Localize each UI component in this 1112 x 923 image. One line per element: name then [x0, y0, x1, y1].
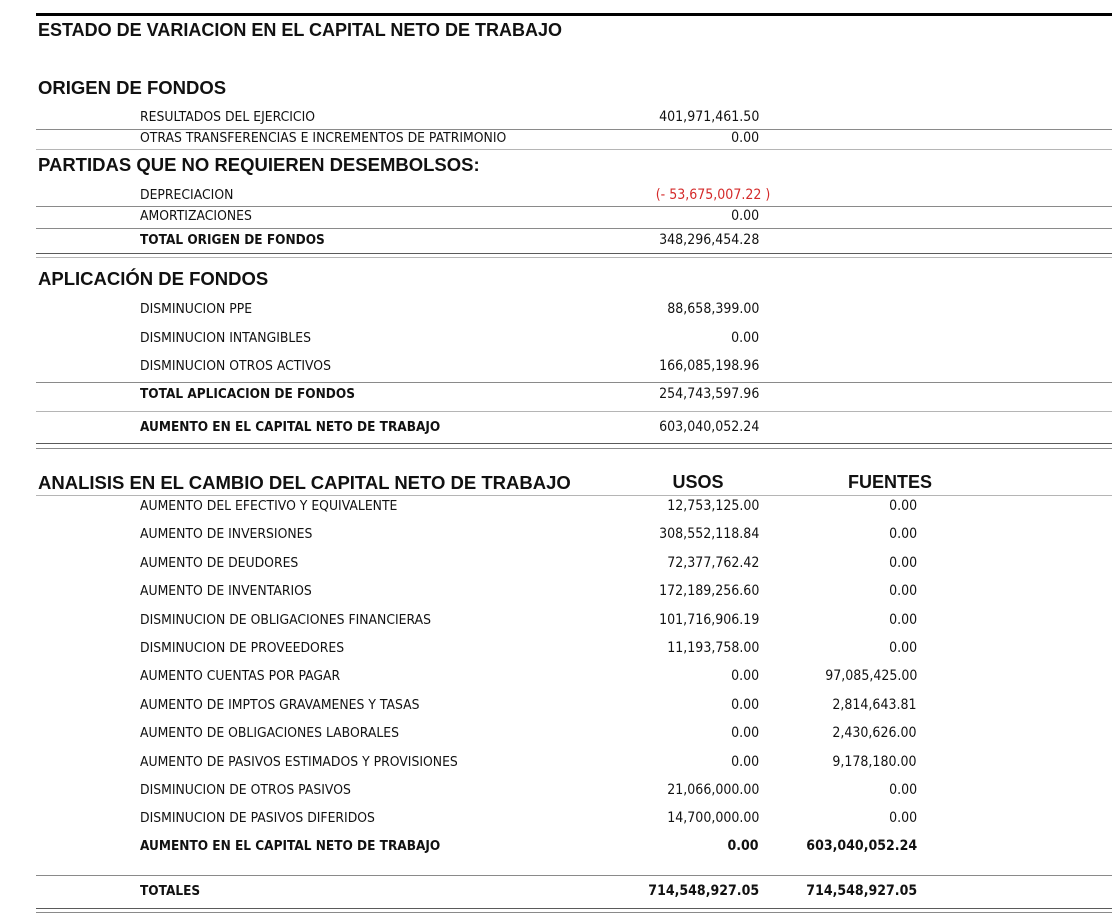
table-row-usos: 101,716,906.19 [658, 612, 759, 628]
table-row-label: AUMENTO DEL EFECTIVO Y EQUIVALENTE [140, 498, 398, 514]
table-row-fuentes: 2,430,626.00 [832, 725, 917, 741]
double-rule-bottom [36, 912, 1112, 913]
top-rule [36, 13, 1112, 16]
totales-label: TOTALES [140, 883, 201, 899]
divider [36, 382, 1112, 383]
aumento-label: AUMENTO EN EL CAPITAL NETO DE TRABAJO [140, 419, 441, 435]
double-rule-bottom [36, 448, 1112, 449]
aumento-fuentes: 603,040,052.24 [806, 838, 917, 854]
table-row-label: AUMENTO DE INVERSIONES [140, 526, 313, 542]
table-row-usos: 0.00 [730, 697, 759, 713]
table-row-usos: 72,377,762.42 [666, 555, 759, 571]
table-row-label: AUMENTO CUENTAS POR PAGAR [140, 668, 341, 684]
table-row-label: AUMENTO DE OBLIGACIONES LABORALES [140, 725, 400, 741]
row-value-negative: (- 53,675,007.22 ) [655, 187, 770, 203]
row-value: 0.00 [730, 130, 759, 146]
table-row-usos: 172,189,256.60 [658, 583, 759, 599]
table-row-fuentes: 9,178,180.00 [832, 754, 917, 770]
section-heading-origen: ORIGEN DE FONDOS [38, 77, 227, 98]
divider [36, 206, 1112, 207]
totales-usos: 714,548,927.05 [648, 883, 759, 899]
section-heading-aplicacion: APLICACIÓN DE FONDOS [38, 268, 269, 289]
row-label: RESULTADOS DEL EJERCICIO [140, 109, 316, 125]
double-rule-top [36, 253, 1112, 254]
total-label: TOTAL APLICACION DE FONDOS [140, 386, 355, 402]
table-row-label: AUMENTO DE INVENTARIOS [140, 583, 312, 599]
table-row-fuentes: 2,814,643.81 [832, 697, 917, 713]
table-row-usos: 0.00 [730, 754, 759, 770]
row-value: 0.00 [730, 330, 759, 346]
double-rule-top [36, 908, 1112, 909]
column-header-fuentes: FUENTES [847, 472, 932, 492]
section-heading-analisis: ANALISIS EN EL CAMBIO DEL CAPITAL NETO DE TRABAJO [38, 472, 571, 493]
row-label: AMORTIZACIONES [140, 208, 252, 224]
table-row-fuentes: 0.00 [888, 782, 917, 798]
table-row-usos: 14,700,000.00 [666, 810, 759, 826]
table-row-label: AUMENTO DE DEUDORES [140, 555, 299, 571]
table-row-label: AUMENTO DE PASIVOS ESTIMADOS Y PROVISIONES [140, 754, 458, 770]
table-row-label: DISMINUCION DE PROVEEDORES [140, 640, 345, 656]
divider [36, 495, 1112, 496]
table-row-usos: 12,753,125.00 [666, 498, 759, 514]
table-row-usos: 0.00 [730, 725, 759, 741]
table-row-fuentes: 0.00 [888, 498, 917, 514]
table-row-fuentes: 0.00 [888, 555, 917, 571]
table-row-label: DISMINUCION DE OBLIGACIONES FINANCIERAS [140, 612, 432, 628]
row-label: DISMINUCION OTROS ACTIVOS [140, 358, 331, 374]
row-label: DISMINUCION INTANGIBLES [140, 330, 312, 346]
total-value: 348,296,454.28 [658, 232, 759, 248]
table-row-label: DISMINUCION DE OTROS PASIVOS [140, 782, 351, 798]
table-row-usos: 0.00 [730, 668, 759, 684]
table-row-usos: 21,066,000.00 [666, 782, 759, 798]
row-value: 0.00 [730, 208, 759, 224]
double-rule-bottom [36, 257, 1112, 258]
divider [36, 411, 1112, 412]
table-row-fuentes: 0.00 [888, 583, 917, 599]
table-row-usos: 308,552,118.84 [658, 526, 759, 542]
table-row-fuentes: 97,085,425.00 [824, 668, 917, 684]
divider [36, 875, 1112, 876]
section-heading-partidas: PARTIDAS QUE NO REQUIEREN DESEMBOLSOS: [38, 154, 480, 175]
table-row-label: AUMENTO DE IMPTOS GRAVAMENES Y TASAS [140, 697, 420, 713]
table-row-fuentes: 0.00 [888, 810, 917, 826]
total-value: 254,743,597.96 [658, 386, 759, 402]
row-label: DEPRECIACION [140, 187, 234, 203]
aumento-label: AUMENTO EN EL CAPITAL NETO DE TRABAJO [140, 838, 441, 854]
divider [36, 149, 1112, 150]
total-label: TOTAL ORIGEN DE FONDOS [140, 232, 325, 248]
table-row-label: DISMINUCION DE PASIVOS DIFERIDOS [140, 810, 375, 826]
column-header-usos: USOS [672, 472, 724, 492]
table-row-fuentes: 0.00 [888, 612, 917, 628]
table-row-usos: 11,193,758.00 [666, 640, 759, 656]
row-value: 401,971,461.50 [658, 109, 759, 125]
document-title: ESTADO DE VARIACION EN EL CAPITAL NETO DE TRABAJO [38, 20, 563, 40]
table-row-fuentes: 0.00 [888, 526, 917, 542]
row-value: 166,085,198.96 [658, 358, 759, 374]
table-row-fuentes: 0.00 [888, 640, 917, 656]
divider [36, 228, 1112, 229]
row-value: 88,658,399.00 [666, 301, 759, 317]
row-label: OTRAS TRANSFERENCIAS E INCREMENTOS DE PATRIMONIO [140, 130, 507, 146]
row-label: DISMINUCION PPE [140, 301, 253, 317]
aumento-usos: 0.00 [727, 838, 759, 854]
totales-fuentes: 714,548,927.05 [806, 883, 917, 899]
double-rule-top [36, 443, 1112, 444]
aumento-value: 603,040,052.24 [658, 419, 759, 435]
